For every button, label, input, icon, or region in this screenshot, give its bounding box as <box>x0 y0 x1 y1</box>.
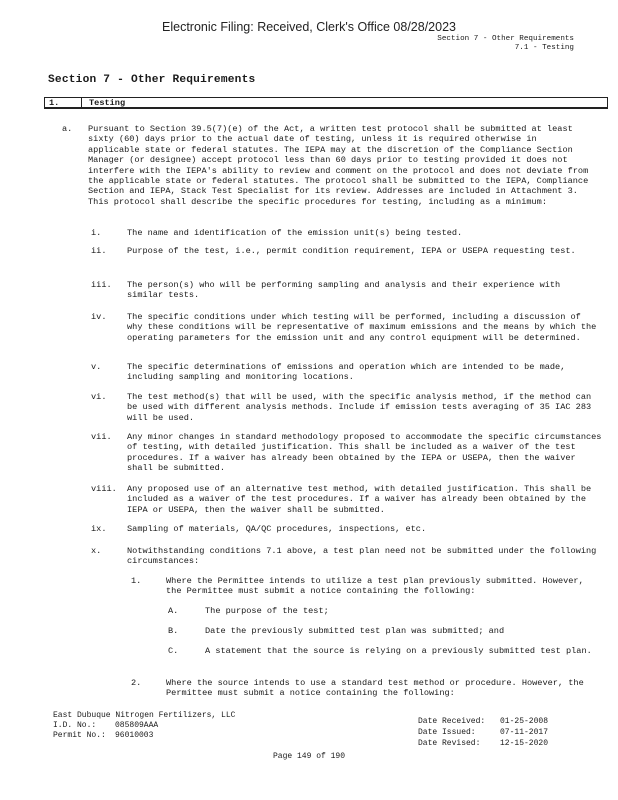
item-label: x. <box>91 546 102 556</box>
running-header-section: Section 7 - Other Requirements <box>437 35 574 43</box>
footer-permit-value: 96010003 <box>115 731 154 740</box>
page-number: Page 149 of 190 <box>272 752 345 761</box>
subsection-heading-box <box>44 97 608 109</box>
footer-revised-value: 12-15-2020 <box>500 739 549 748</box>
sub-item-text: Where the source intends to use a standard test method or procedure. However, the Permittee must submit a notice containing the following: <box>166 678 584 699</box>
filing-stamp: Electronic Filing: Received, Clerk's Office 08/28/2023 <box>162 20 456 34</box>
footer-revised-label: Date Revised: <box>418 739 481 748</box>
footer-revised-row <box>418 738 548 749</box>
item-text: The test method(s) that will be used, with the specific analysis method, if the method can be used with different analysis methods. Include if emission tests averaging of 35 IAC 283 will be used. <box>127 392 592 423</box>
footer-issued-row <box>418 727 548 738</box>
footer-issued-value: 07-11-2017 <box>500 728 549 737</box>
sub-sub-item-label: B. <box>168 626 179 636</box>
footer-received-label: Date Received: <box>418 717 486 726</box>
running-header-subsection: 7.1 - Testing <box>514 44 574 52</box>
sub-sub-item-label: C. <box>168 646 179 656</box>
footer-right <box>418 716 548 749</box>
item-label: vii. <box>91 432 112 442</box>
footer-company: East Dubuque Nitrogen Fertilizers, LLC <box>53 711 236 720</box>
sub-sub-item-label: A. <box>168 606 179 616</box>
section-title: Section 7 - Other Requirements <box>48 74 256 86</box>
item-text: The name and identification of the emission unit(s) being tested. <box>127 228 463 238</box>
subsection-divider <box>81 98 82 107</box>
running-header <box>437 35 574 53</box>
sub-item-label: 1. <box>131 576 142 586</box>
item-label: viii. <box>91 484 117 494</box>
footer-left <box>53 711 235 741</box>
item-text: Notwithstanding conditions 7.1 above, a test plan need not be submitted under the following circumstances: <box>127 546 597 567</box>
footer-received-row <box>418 716 548 727</box>
footer-id-value: 085809AAA <box>115 721 159 730</box>
item-text: The specific determinations of emissions and operation which are intended to be made, including sampling and monitoring locations. <box>127 362 566 383</box>
sub-sub-item-text: The purpose of the test; <box>205 606 329 616</box>
footer-id-label: I.D. No.: <box>53 721 97 730</box>
footer-permit-label: Permit No.: <box>53 731 106 740</box>
item-text: Any proposed use of an alternative test method, with detailed justification. This shall be included as a waiver of the test procedures. If a waiver has already been obtained by the IEPA or USEPA, then the waiver shall be submitted. <box>127 484 592 515</box>
item-text: Sampling of materials, QA/QC procedures, inspections, etc. <box>127 524 427 534</box>
item-label: ii. <box>91 246 107 256</box>
footer-issued-label: Date Issued: <box>418 728 476 737</box>
item-text: Purpose of the test, i.e., permit condition requirement, IEPA or USEPA requesting test. <box>127 246 576 256</box>
subsection-title: Testing <box>89 98 126 108</box>
sub-sub-item-text: Date the previously submitted test plan was submitted; and <box>205 626 505 636</box>
item-label: i. <box>91 228 102 238</box>
sub-item-text: Where the Permittee intends to utilize a test plan previously submitted. However, the Permittee must submit a notice containing the following: <box>166 576 584 597</box>
subsection-number: 1. <box>49 98 60 108</box>
item-label: iv. <box>91 312 107 322</box>
footer-received-value: 01-25-2008 <box>500 717 549 726</box>
footer-permit-row <box>53 731 235 741</box>
item-label: ix. <box>91 524 107 534</box>
item-text: The person(s) who will be performing sampling and analysis and their experience with similar tests. <box>127 280 561 301</box>
sub-item-label: 2. <box>131 678 142 688</box>
item-label: iii. <box>91 280 112 290</box>
item-label: vi. <box>91 392 107 402</box>
item-text: Any minor changes in standard methodology proposed to accommodate the specific circumstances of testing, with detailed justification. This shall be included as a waiver of the test procedures. If a waiver has already been obtained by the IEPA or USEPA, then the waiver shall be submitted. <box>127 432 602 474</box>
para-a-text: Pursuant to Section 39.5(7)(e) of the Act, a written test protocol shall be submitted at least sixty (60) days prior to the actual date of testing, unless it is required otherwise in applicable state or federal statutes. The IEPA may at the discretion of the Compliance Section Manager (or designee) accept protocol less than 60 days prior to testing provided it does not interfere with the IEPA's ability to review and comment on the protocol and does not deviate from the applicable state or federal statutes. The protocol shall be submitted to the IEPA, Compliance Section and IEPA, Stack Test Specialist for its review. Addresses are included in Attachment 3. This protocol shall describe the specific procedures for testing, including as a minimum: <box>88 124 589 207</box>
footer-id-row <box>53 721 235 731</box>
item-label: v. <box>91 362 102 372</box>
sub-sub-item-text: A statement that the source is relying on a previously submitted test plan. <box>205 646 592 656</box>
para-a-label: a. <box>62 124 73 134</box>
item-text: The specific conditions under which testing will be performed, including a discussion of why these conditions will be representative of maximum emissions and the means by which the operating parameters for the emission unit and any control equipment will be determined. <box>127 312 597 343</box>
